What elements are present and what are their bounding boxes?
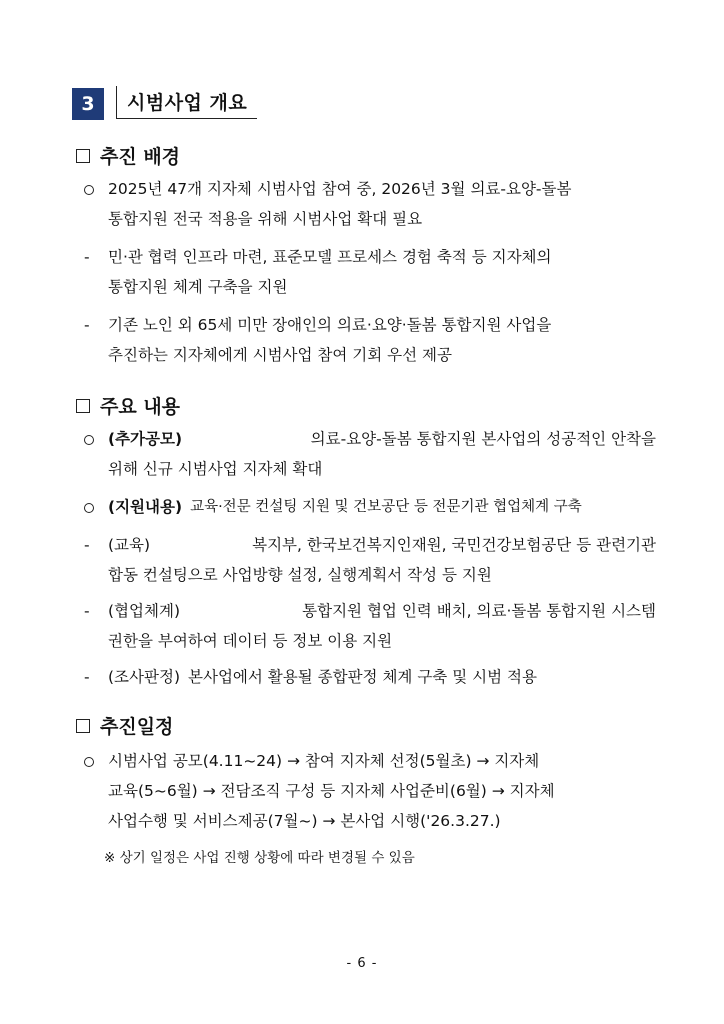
item-text: 본사업에서 활용될 종합판정 체계 구축 및 시범 적용 [188, 668, 537, 686]
text-line: 위해 신규 시범사업 지자체 확대 [108, 460, 323, 478]
item-tag: (협업체계) [108, 602, 180, 620]
circle-bullet-icon [84, 746, 94, 777]
background-paragraph-2 [84, 242, 656, 302]
circle-bullet-icon [84, 174, 94, 205]
item-text: 통합지원 협업 인력 배치, 의료·돌봄 통합지원 시스템 [302, 602, 656, 620]
main-paragraph-5 [84, 662, 656, 692]
main-paragraph-3 [84, 530, 656, 590]
text-line [108, 424, 656, 454]
item-tag: (지원내용) [108, 498, 183, 516]
item-text: 복지부, 한국보건복지인재원, 국민건강보험공단 등 관련기관 [252, 536, 656, 554]
section-number: 3 [72, 88, 104, 120]
heading-schedule [76, 712, 173, 739]
text-line: 교육(5~6월) → 전담조직 구성 등 지자체 사업준비(6월) → 지자체 [108, 782, 555, 800]
circle-bullet-icon [84, 424, 94, 455]
section-title: 시범사업 개요 [127, 92, 248, 114]
item-text: 교육·전문 컨설팅 지원 및 건보공단 등 전문기관 협업체계 구축 [190, 499, 582, 515]
background-paragraph-1 [108, 174, 656, 234]
text-line: 합동 컨설팅으로 사업방향 설정, 실행계획서 작성 등 지원 [108, 566, 492, 584]
schedule-paragraph [108, 746, 656, 836]
heading-main [76, 392, 180, 419]
dash-bullet: - [84, 602, 90, 620]
main-paragraph-1 [108, 424, 656, 484]
square-bullet-icon [76, 149, 90, 163]
text-line [108, 492, 656, 522]
text-line: 추진하는 지자체에게 시범사업 참여 기회 우선 제공 [108, 346, 452, 364]
background-paragraph-3 [84, 310, 656, 370]
text-line [108, 530, 656, 560]
heading-background-text: 추진 배경 [100, 146, 181, 168]
dash-bullet: - [84, 316, 90, 334]
item-text: 의료-요양-돌봄 통합지원 본사업의 성공적인 안착을 [310, 430, 656, 448]
text-line: 통합지원 전국 적용을 위해 시범사업 확대 필요 [108, 210, 423, 228]
square-bullet-icon [76, 719, 90, 733]
item-tag: (추가공모) [108, 430, 183, 448]
heading-background [76, 142, 180, 169]
main-paragraph-4 [84, 596, 656, 656]
item-tag: (교육) [108, 536, 151, 554]
text-line: 민·관 협력 인프라 마련, 표준모델 프로세스 경험 축적 등 지자체의 [108, 248, 552, 266]
text-line: 사업수행 및 서비스제공(7월~) → 본사업 시행('26.3.27.) [108, 812, 501, 830]
schedule-note: ※ 상기 일정은 사업 진행 상황에 따라 변경될 수 있음 [104, 850, 415, 866]
text-line: 2025년 47개 지자체 시범사업 참여 중, 2026년 3월 의료-요양-돌봄 [108, 180, 572, 198]
dash-bullet: - [84, 248, 90, 266]
square-bullet-icon [76, 399, 90, 413]
text-line: 권한을 부여하여 데이터 등 정보 이용 지원 [108, 632, 393, 650]
text-line: 기존 노인 외 65세 미만 장애인의 의료·요양·돌봄 통합지원 사업을 [108, 316, 552, 334]
main-paragraph-2 [108, 492, 656, 522]
text-line: 시범사업 공모(4.11~24) → 참여 지자체 선정(5월초) → 지자체 [108, 752, 540, 770]
item-tag: (조사판정) [108, 668, 180, 686]
dash-bullet: - [84, 668, 90, 686]
section-title-box [116, 86, 257, 119]
text-line [108, 596, 656, 626]
section-header [72, 86, 262, 122]
heading-main-text: 주요 내용 [100, 396, 181, 418]
text-line [108, 662, 656, 692]
page-number: - 6 - [346, 956, 378, 971]
text-line: 통합지원 체계 구축을 지원 [108, 278, 288, 296]
circle-bullet-icon [84, 492, 94, 523]
heading-schedule-text: 추진일정 [100, 716, 174, 738]
dash-bullet: - [84, 536, 90, 554]
